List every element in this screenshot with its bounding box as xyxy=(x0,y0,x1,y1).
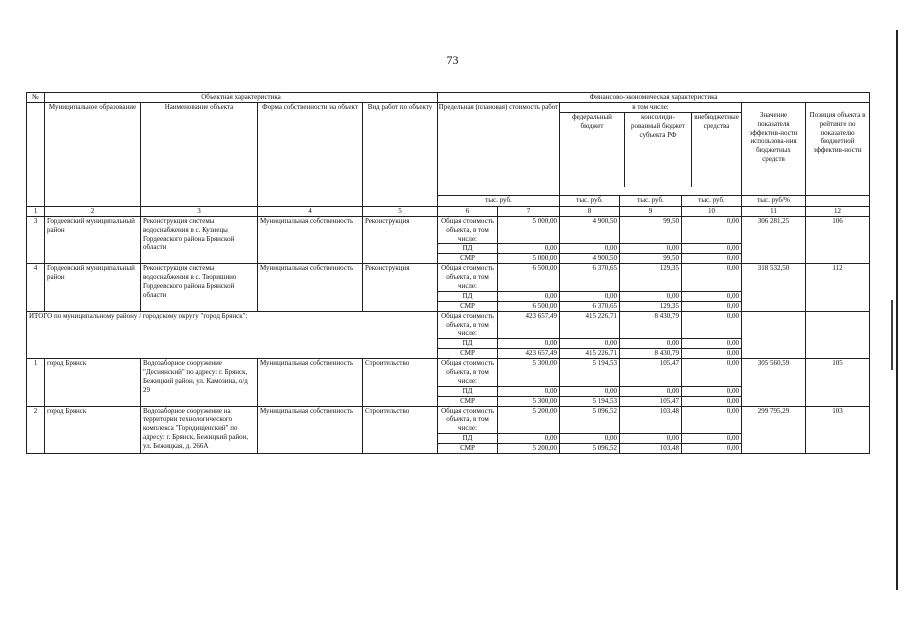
label-smr: СМР xyxy=(438,301,498,311)
colnum-2: 2 xyxy=(45,207,141,217)
header-num: № xyxy=(27,93,45,103)
row-number: 2 xyxy=(27,406,45,453)
value-smr-3: 105,47 xyxy=(620,396,682,406)
header-max-cost: Предельная (плановая) стоимость работ xyxy=(438,103,559,111)
row-efficiency: 299 795,29 xyxy=(742,406,806,453)
colnum-6: 6 xyxy=(438,207,498,217)
row-number: 1 xyxy=(27,359,45,406)
table-row xyxy=(27,217,870,244)
colnum-8: 8 xyxy=(560,207,620,217)
value-pd-1: 0,00 xyxy=(498,244,560,254)
row-ownership: Муниципальная собственность xyxy=(258,359,363,406)
unit-offbudget: тыс. руб. xyxy=(682,196,742,207)
label-smr: СМР xyxy=(438,443,498,453)
value-smr-3: 103,48 xyxy=(620,443,682,453)
label-pd: ПД xyxy=(438,386,498,396)
value-total-1: 423 657,49 xyxy=(498,311,560,338)
value-smr-4: 0,00 xyxy=(682,396,742,406)
value-pd-4: 0,00 xyxy=(682,386,742,396)
row-work-type: Строительство xyxy=(363,406,438,453)
header-finance-group: Финансово-экономическая характеристика xyxy=(438,93,870,103)
unit-efficiency: тыс. руб/% xyxy=(742,196,806,207)
header-efficiency: Значение показателя эффектив-ности использова-ния бюджетных средств xyxy=(742,103,806,196)
unit-cost: тыс. руб. xyxy=(438,196,560,207)
value-total-1: 5 200,00 xyxy=(498,406,560,433)
label-pd: ПД xyxy=(438,291,498,301)
value-smr-1: 5 200,00 xyxy=(498,443,560,453)
row-object-name: Водозаборное сооружение на территории технологического комплекса "Городищенский" по адресу: г. Брянск, Бежицкий район, ул. Бежицкая, д. 266А xyxy=(141,406,258,453)
value-total-3: 8 430,79 xyxy=(620,311,682,338)
header-object-group: Объектная характеристика xyxy=(45,93,438,103)
colnum-9: 9 xyxy=(620,207,682,217)
colnum-5: 5 xyxy=(363,207,438,217)
value-total-3: 105,47 xyxy=(620,359,682,386)
value-pd-3: 0,00 xyxy=(620,244,682,254)
value-total-4: 0,00 xyxy=(682,264,742,291)
colnum-1: 1 xyxy=(27,207,45,217)
header-municipality: Муниципальное образование xyxy=(45,103,141,207)
row-ownership: Муниципальная собственность xyxy=(258,217,363,264)
row-work-type: Реконструкция xyxy=(363,264,438,311)
value-smr-1: 6 500,00 xyxy=(498,301,560,311)
colnum-4: 4 xyxy=(258,207,363,217)
value-pd-4: 0,00 xyxy=(682,339,742,349)
header-sub-cols xyxy=(560,113,741,187)
header-offbudget: внебюджетные средства xyxy=(694,113,739,130)
label-total: Общая стоимость объекта, в том числе: xyxy=(438,264,498,291)
label-total: Общая стоимость объекта, в том числе: xyxy=(438,311,498,338)
label-smr: СМР xyxy=(438,254,498,264)
value-pd-4: 0,00 xyxy=(682,244,742,254)
scan-edge xyxy=(896,30,898,590)
value-total-2: 6 370,65 xyxy=(560,264,620,291)
header-num-blank xyxy=(27,103,45,207)
header-ownership: Форма собственности на объект xyxy=(258,103,363,207)
value-total-4: 0,00 xyxy=(682,217,742,244)
value-pd-2: 0,00 xyxy=(560,244,620,254)
row-municipality: Гордеевский муниципальный район xyxy=(45,217,141,264)
header-consolidated: консолиди-рованный бюджет субъекта РФ xyxy=(625,113,692,187)
value-pd-1: 0,00 xyxy=(498,386,560,396)
value-pd-3: 0,00 xyxy=(620,433,682,443)
value-smr-1: 5 000,00 xyxy=(498,254,560,264)
value-pd-1: 0,00 xyxy=(498,339,560,349)
value-smr-2: 5 096,52 xyxy=(560,443,620,453)
value-smr-4: 0,00 xyxy=(682,443,742,453)
value-smr-1: 423 657,49 xyxy=(498,349,560,359)
label-total: Общая стоимость объекта, в том числе: xyxy=(438,217,498,244)
row-municipality: Гордеевский муниципальный район xyxy=(45,264,141,311)
value-total-4: 0,00 xyxy=(682,359,742,386)
unit-federal: тыс. руб. xyxy=(560,196,620,207)
header-in-that-number: в том числе: xyxy=(560,103,741,113)
table-row xyxy=(27,359,870,386)
value-smr-3: 8 430,79 xyxy=(620,349,682,359)
itogo-rating-blank xyxy=(806,311,870,358)
value-pd-3: 0,00 xyxy=(620,386,682,396)
row-municipality: город Брянск xyxy=(45,406,141,453)
header-subgroup xyxy=(560,103,742,196)
page-number: 73 xyxy=(446,53,459,67)
label-pd: ПД xyxy=(438,433,498,443)
label-pd: ПД xyxy=(438,339,498,349)
row-number: 4 xyxy=(27,264,45,311)
unit-consolidated: тыс. руб. xyxy=(620,196,682,207)
label-smr: СМР xyxy=(438,396,498,406)
value-total-3: 129,35 xyxy=(620,264,682,291)
row-rating: 103 xyxy=(806,406,870,453)
table-row xyxy=(27,311,870,338)
label-total: Общая стоимость объекта, в том числе: xyxy=(438,359,498,386)
value-total-2: 4 900,50 xyxy=(560,217,620,244)
label-smr: СМР xyxy=(438,349,498,359)
value-smr-3: 99,50 xyxy=(620,254,682,264)
colnum-12: 12 xyxy=(806,207,870,217)
value-smr-4: 0,00 xyxy=(682,254,742,264)
colnum-11: 11 xyxy=(742,207,806,217)
itogo-efficiency-blank xyxy=(742,311,806,358)
value-total-2: 5 096,52 xyxy=(560,406,620,433)
table-row xyxy=(27,264,870,291)
label-pd: ПД xyxy=(438,244,498,254)
header-rating: Позиция объекта в рейтинге по показателю бюджетной эффектив-ности xyxy=(806,103,870,196)
financial-table xyxy=(26,92,870,454)
colnum-7: 7 xyxy=(498,207,560,217)
colnum-3: 3 xyxy=(141,207,258,217)
value-pd-2: 0,00 xyxy=(560,291,620,301)
value-pd-3: 0,00 xyxy=(620,339,682,349)
scan-mark xyxy=(891,300,893,370)
value-smr-1: 5 300,00 xyxy=(498,396,560,406)
row-object-name: Реконструкция системы водоснабжения в с. Кузнецы Гордеевского района Брянской области xyxy=(141,217,258,264)
header-max-cost-cell xyxy=(438,103,560,196)
value-total-1: 6 500,00 xyxy=(498,264,560,291)
row-object-name: Реконструкция системы водоснабжения в с. Творишино Гордеевского района Брянской области xyxy=(141,264,258,311)
row-municipality: город Брянск xyxy=(45,359,141,406)
value-smr-2: 6 370,65 xyxy=(560,301,620,311)
header-federal: федеральный бюджет xyxy=(560,113,625,187)
row-rating: 106 xyxy=(806,217,870,264)
row-work-type: Реконструкция xyxy=(363,217,438,264)
value-smr-2: 415 226,71 xyxy=(560,349,620,359)
unit-rating-blank xyxy=(806,196,870,207)
value-smr-2: 5 194,53 xyxy=(560,396,620,406)
itogo-label: ИТОГО по муниципальному району / городскому округу "город Брянск": xyxy=(27,311,438,358)
value-total-1: 5 000,00 xyxy=(498,217,560,244)
row-rating: 105 xyxy=(806,359,870,406)
row-efficiency: 318 532,50 xyxy=(742,264,806,311)
value-pd-4: 0,00 xyxy=(682,291,742,301)
value-pd-4: 0,00 xyxy=(682,433,742,443)
value-pd-1: 0,00 xyxy=(498,433,560,443)
value-total-3: 99,50 xyxy=(620,217,682,244)
value-total-4: 0,00 xyxy=(682,311,742,338)
value-total-2: 5 194,53 xyxy=(560,359,620,386)
row-ownership: Муниципальная собственность xyxy=(258,264,363,311)
header-work-type: Вид работ по объекту xyxy=(363,103,438,207)
row-work-type: Строительство xyxy=(363,359,438,406)
value-total-3: 103,48 xyxy=(620,406,682,433)
table-row xyxy=(27,406,870,433)
row-efficiency: 306 281,25 xyxy=(742,217,806,264)
row-object-name: Водозаборное сооружение "Деснянский" по адресу: г. Брянск, Бежицкий район, ул. Камозина, о/д 29 xyxy=(141,359,258,406)
colnum-10: 10 xyxy=(682,207,742,217)
value-pd-3: 0,00 xyxy=(620,291,682,301)
row-number: 3 xyxy=(27,217,45,264)
row-efficiency: 305 560,59 xyxy=(742,359,806,406)
value-smr-2: 4 900,50 xyxy=(560,254,620,264)
value-total-1: 5 300,00 xyxy=(498,359,560,386)
header-object-name: Наименование объекта xyxy=(141,103,258,207)
value-pd-2: 0,00 xyxy=(560,386,620,396)
value-smr-3: 129,35 xyxy=(620,301,682,311)
value-total-4: 0,00 xyxy=(682,406,742,433)
value-pd-1: 0,00 xyxy=(498,291,560,301)
value-smr-4: 0,00 xyxy=(682,349,742,359)
value-pd-2: 0,00 xyxy=(560,433,620,443)
value-total-2: 415 226,71 xyxy=(560,311,620,338)
label-total: Общая стоимость объекта, в том числе: xyxy=(438,406,498,433)
row-ownership: Муниципальная собственность xyxy=(258,406,363,453)
value-pd-2: 0,00 xyxy=(560,339,620,349)
value-smr-4: 0,00 xyxy=(682,301,742,311)
row-rating: 112 xyxy=(806,264,870,311)
